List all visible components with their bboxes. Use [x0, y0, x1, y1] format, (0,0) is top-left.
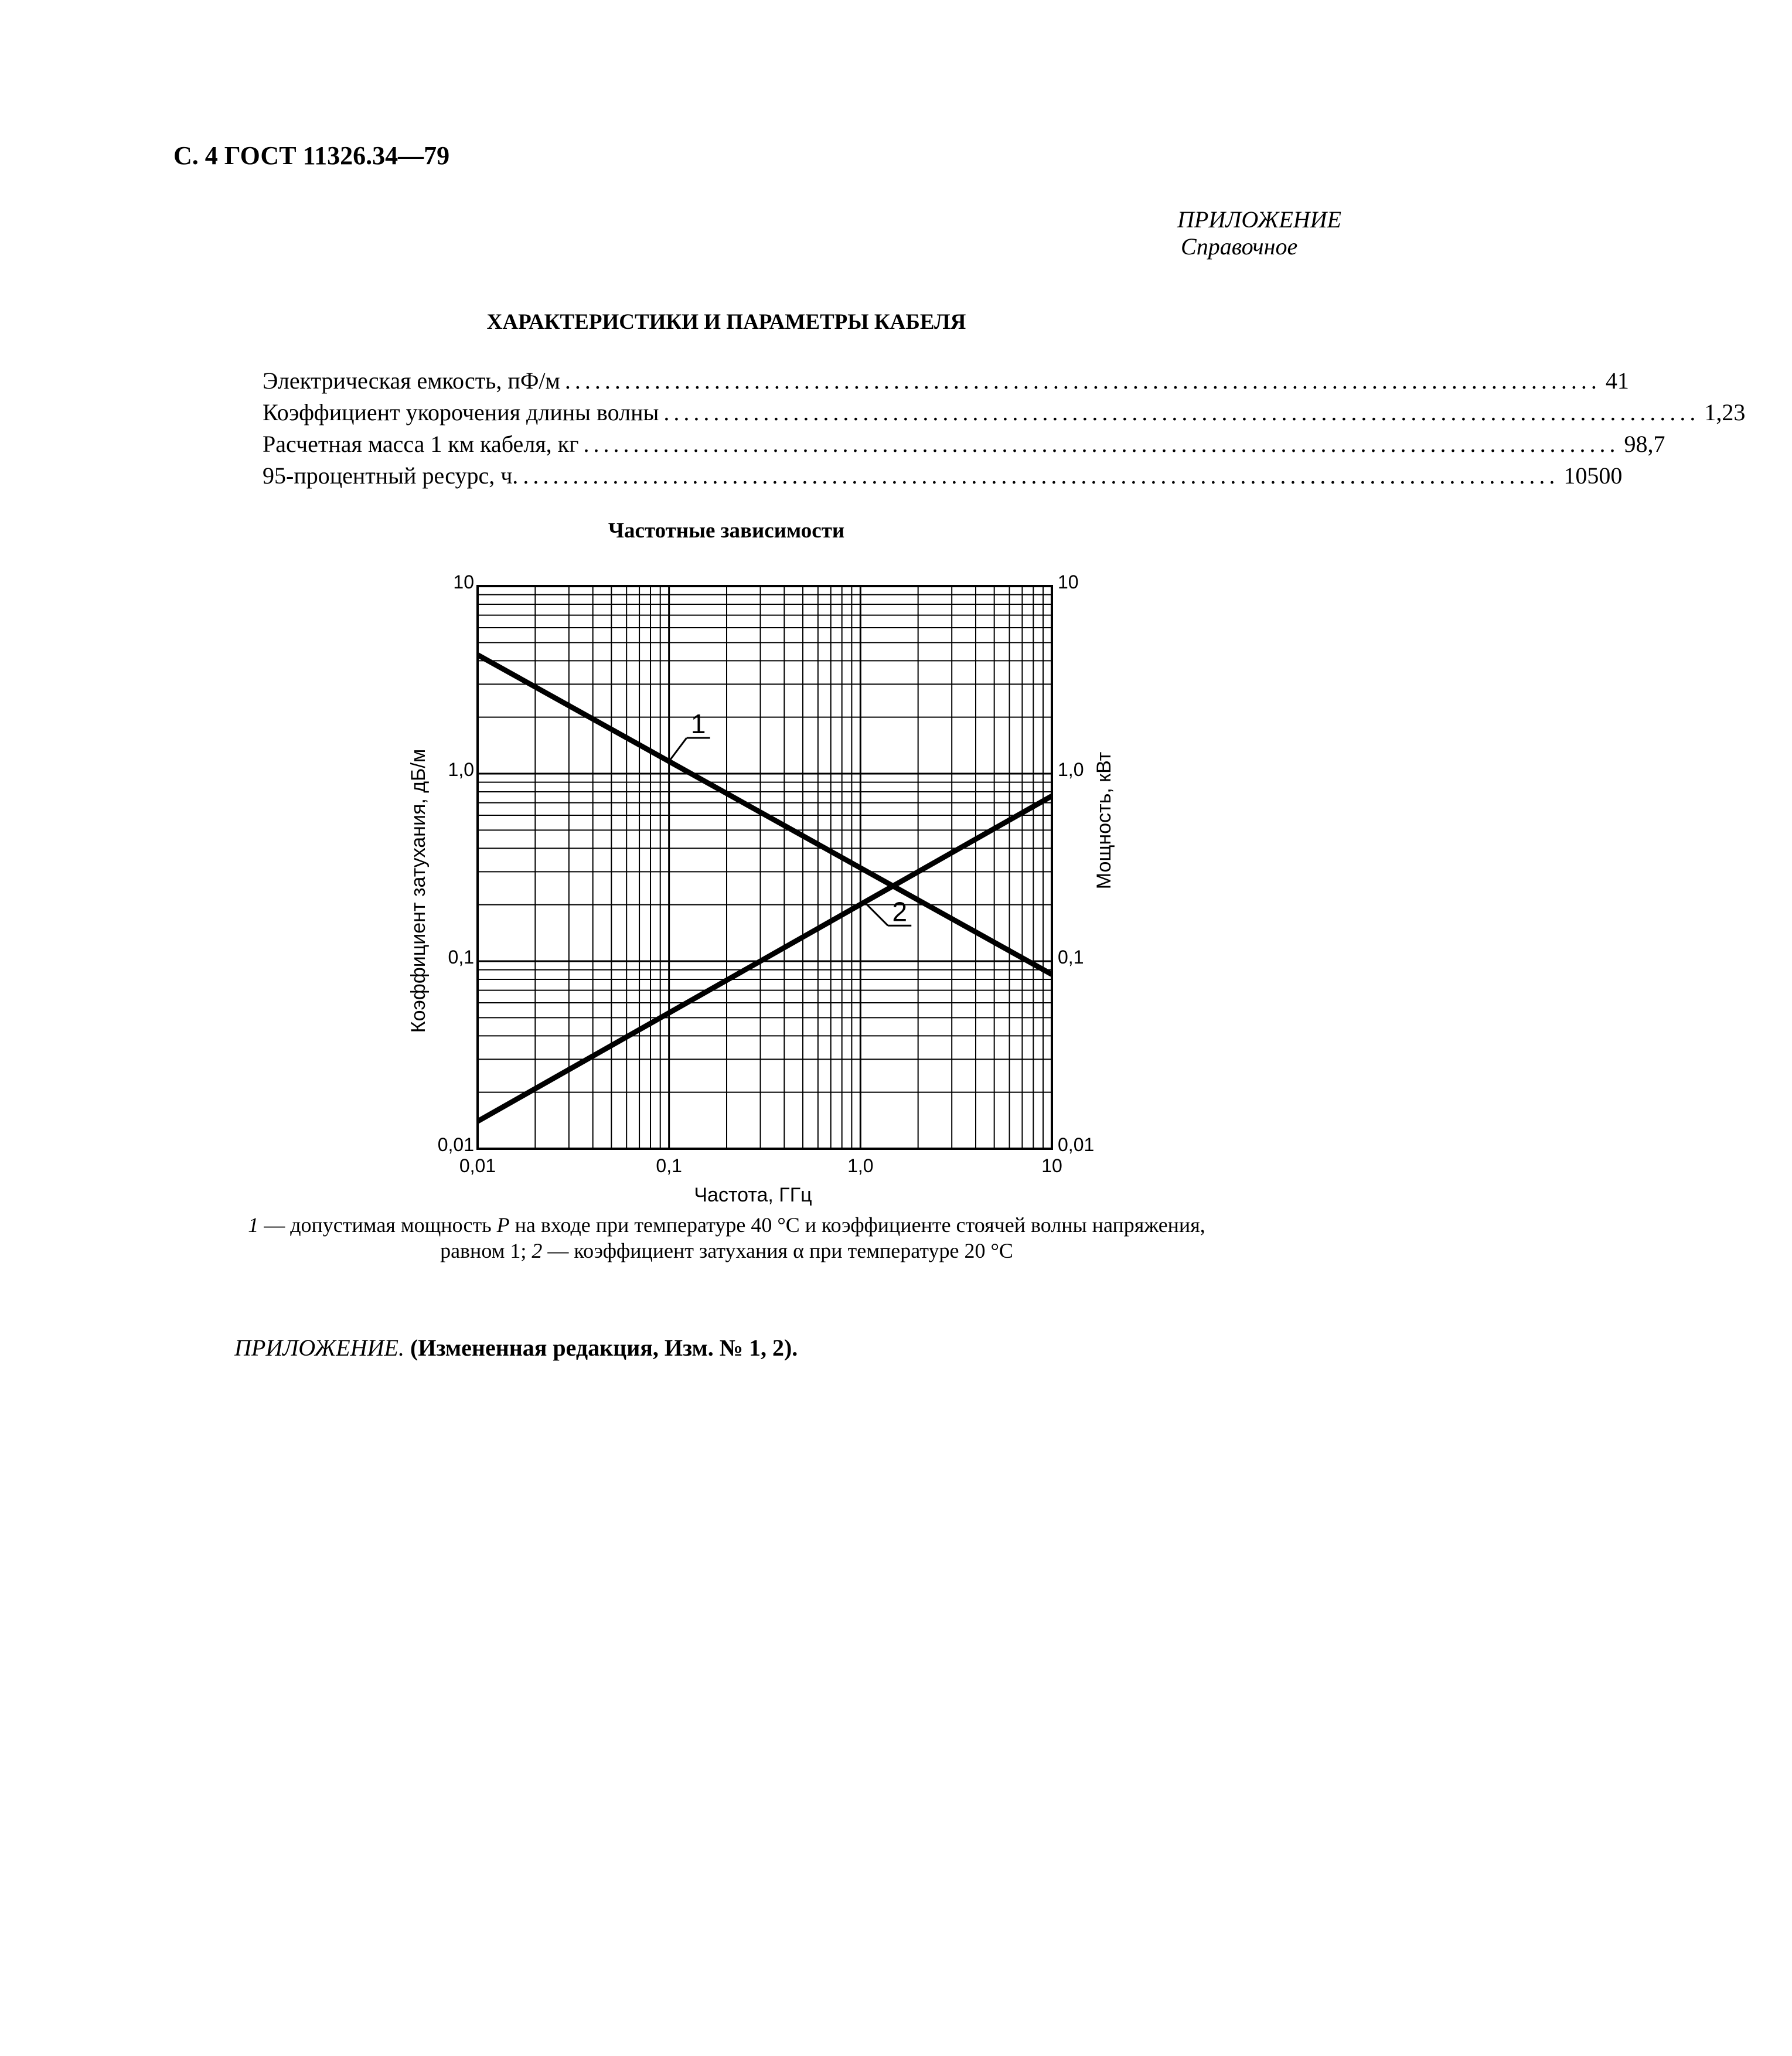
series-leader-1: [669, 738, 687, 761]
x-axis-title: Частота, ГГц: [694, 1184, 812, 1206]
param-value: 41: [1605, 367, 1629, 394]
param-value: 10500: [1563, 462, 1623, 489]
appendix-subtitle: Справочное: [1181, 233, 1298, 260]
y-tick-label-right: 1,0: [1058, 759, 1084, 780]
revision-note-text: (Измененная редакция, Изм. № 1, 2).: [404, 1335, 798, 1361]
param-value: 98,7: [1624, 431, 1665, 457]
y-tick-label-left: 0,01: [437, 1134, 474, 1155]
param-name: Коэффициент укорочения длины волны: [263, 399, 659, 426]
dot-leader: ........................................................................................................: [523, 462, 1559, 489]
y-tick-label-left: 10: [453, 571, 474, 593]
appendix-label: [1177, 206, 1341, 260]
caption-symbol-p: P: [496, 1213, 510, 1237]
caption-text-2: на входе при температуре 40 °С и коэффициенте стоячей волны напряжения, равном 1;: [440, 1213, 1205, 1262]
dot-leader: ........................................................................................................: [564, 367, 1601, 394]
x-tick-label: 0,01: [459, 1155, 496, 1176]
revision-note-label: ПРИЛОЖЕНИЕ.: [234, 1335, 404, 1361]
y-axis-right-title: Мощность, кВт: [1093, 751, 1115, 890]
y-tick-label-right: 10: [1058, 571, 1079, 593]
series-leader-2: [864, 902, 888, 925]
frequency-chart: [398, 563, 1115, 1207]
param-row: [263, 430, 1665, 462]
chart-grid: [478, 586, 1052, 1149]
param-name: Электрическая емкость, пФ/м: [263, 367, 560, 394]
x-tick-label: 10: [1041, 1155, 1062, 1176]
appendix-title: ПРИЛОЖЕНИЕ: [1177, 206, 1341, 233]
caption-text-3: — коэффициент затухания α при температуре 20 °С: [542, 1239, 1013, 1262]
dot-leader: ........................................................................................................: [583, 431, 1620, 457]
section-title: ХАРАКТЕРИСТИКИ И ПАРАМЕТРЫ КАБЕЛЯ: [486, 310, 966, 334]
param-name: 95-процентный ресурс, ч.: [263, 462, 519, 489]
revision-note: [234, 1334, 798, 1361]
plot-frame: [478, 586, 1052, 1149]
y-tick-label-right: 0,1: [1058, 947, 1084, 968]
y-tick-label-left: 1,0: [448, 759, 474, 780]
param-value: 1,23: [1704, 399, 1746, 426]
series-label-1: 1: [690, 709, 706, 740]
param-row: [263, 399, 1746, 430]
figure-caption: [234, 1212, 1219, 1264]
series-label-2: 2: [892, 896, 908, 927]
x-tick-label: 1,0: [847, 1155, 874, 1176]
caption-number-1: 1: [248, 1213, 259, 1237]
parameters-list: [263, 367, 1746, 493]
y-axis-left-title: Коэффициент затухания, дБ/м: [407, 748, 430, 1033]
param-row: [263, 462, 1623, 493]
caption-text-1: — допустимая мощность: [258, 1213, 497, 1237]
chart-series: [478, 655, 1052, 1121]
y-tick-label-left: 0,1: [448, 947, 474, 968]
series-line-1: [478, 655, 1052, 974]
caption-number-2: 2: [532, 1239, 543, 1262]
page-header: С. 4 ГОСТ 11326.34—79: [173, 141, 450, 170]
chart-title: Частотные зависимости: [608, 519, 845, 543]
x-tick-label: 0,1: [656, 1155, 682, 1176]
param-name: Расчетная масса 1 км кабеля, кг: [263, 431, 579, 457]
param-row: [263, 367, 1629, 399]
y-tick-label-right: 0,01: [1058, 1134, 1095, 1155]
dot-leader: ........................................................................................................: [663, 399, 1700, 426]
series-line-2: [478, 796, 1052, 1121]
